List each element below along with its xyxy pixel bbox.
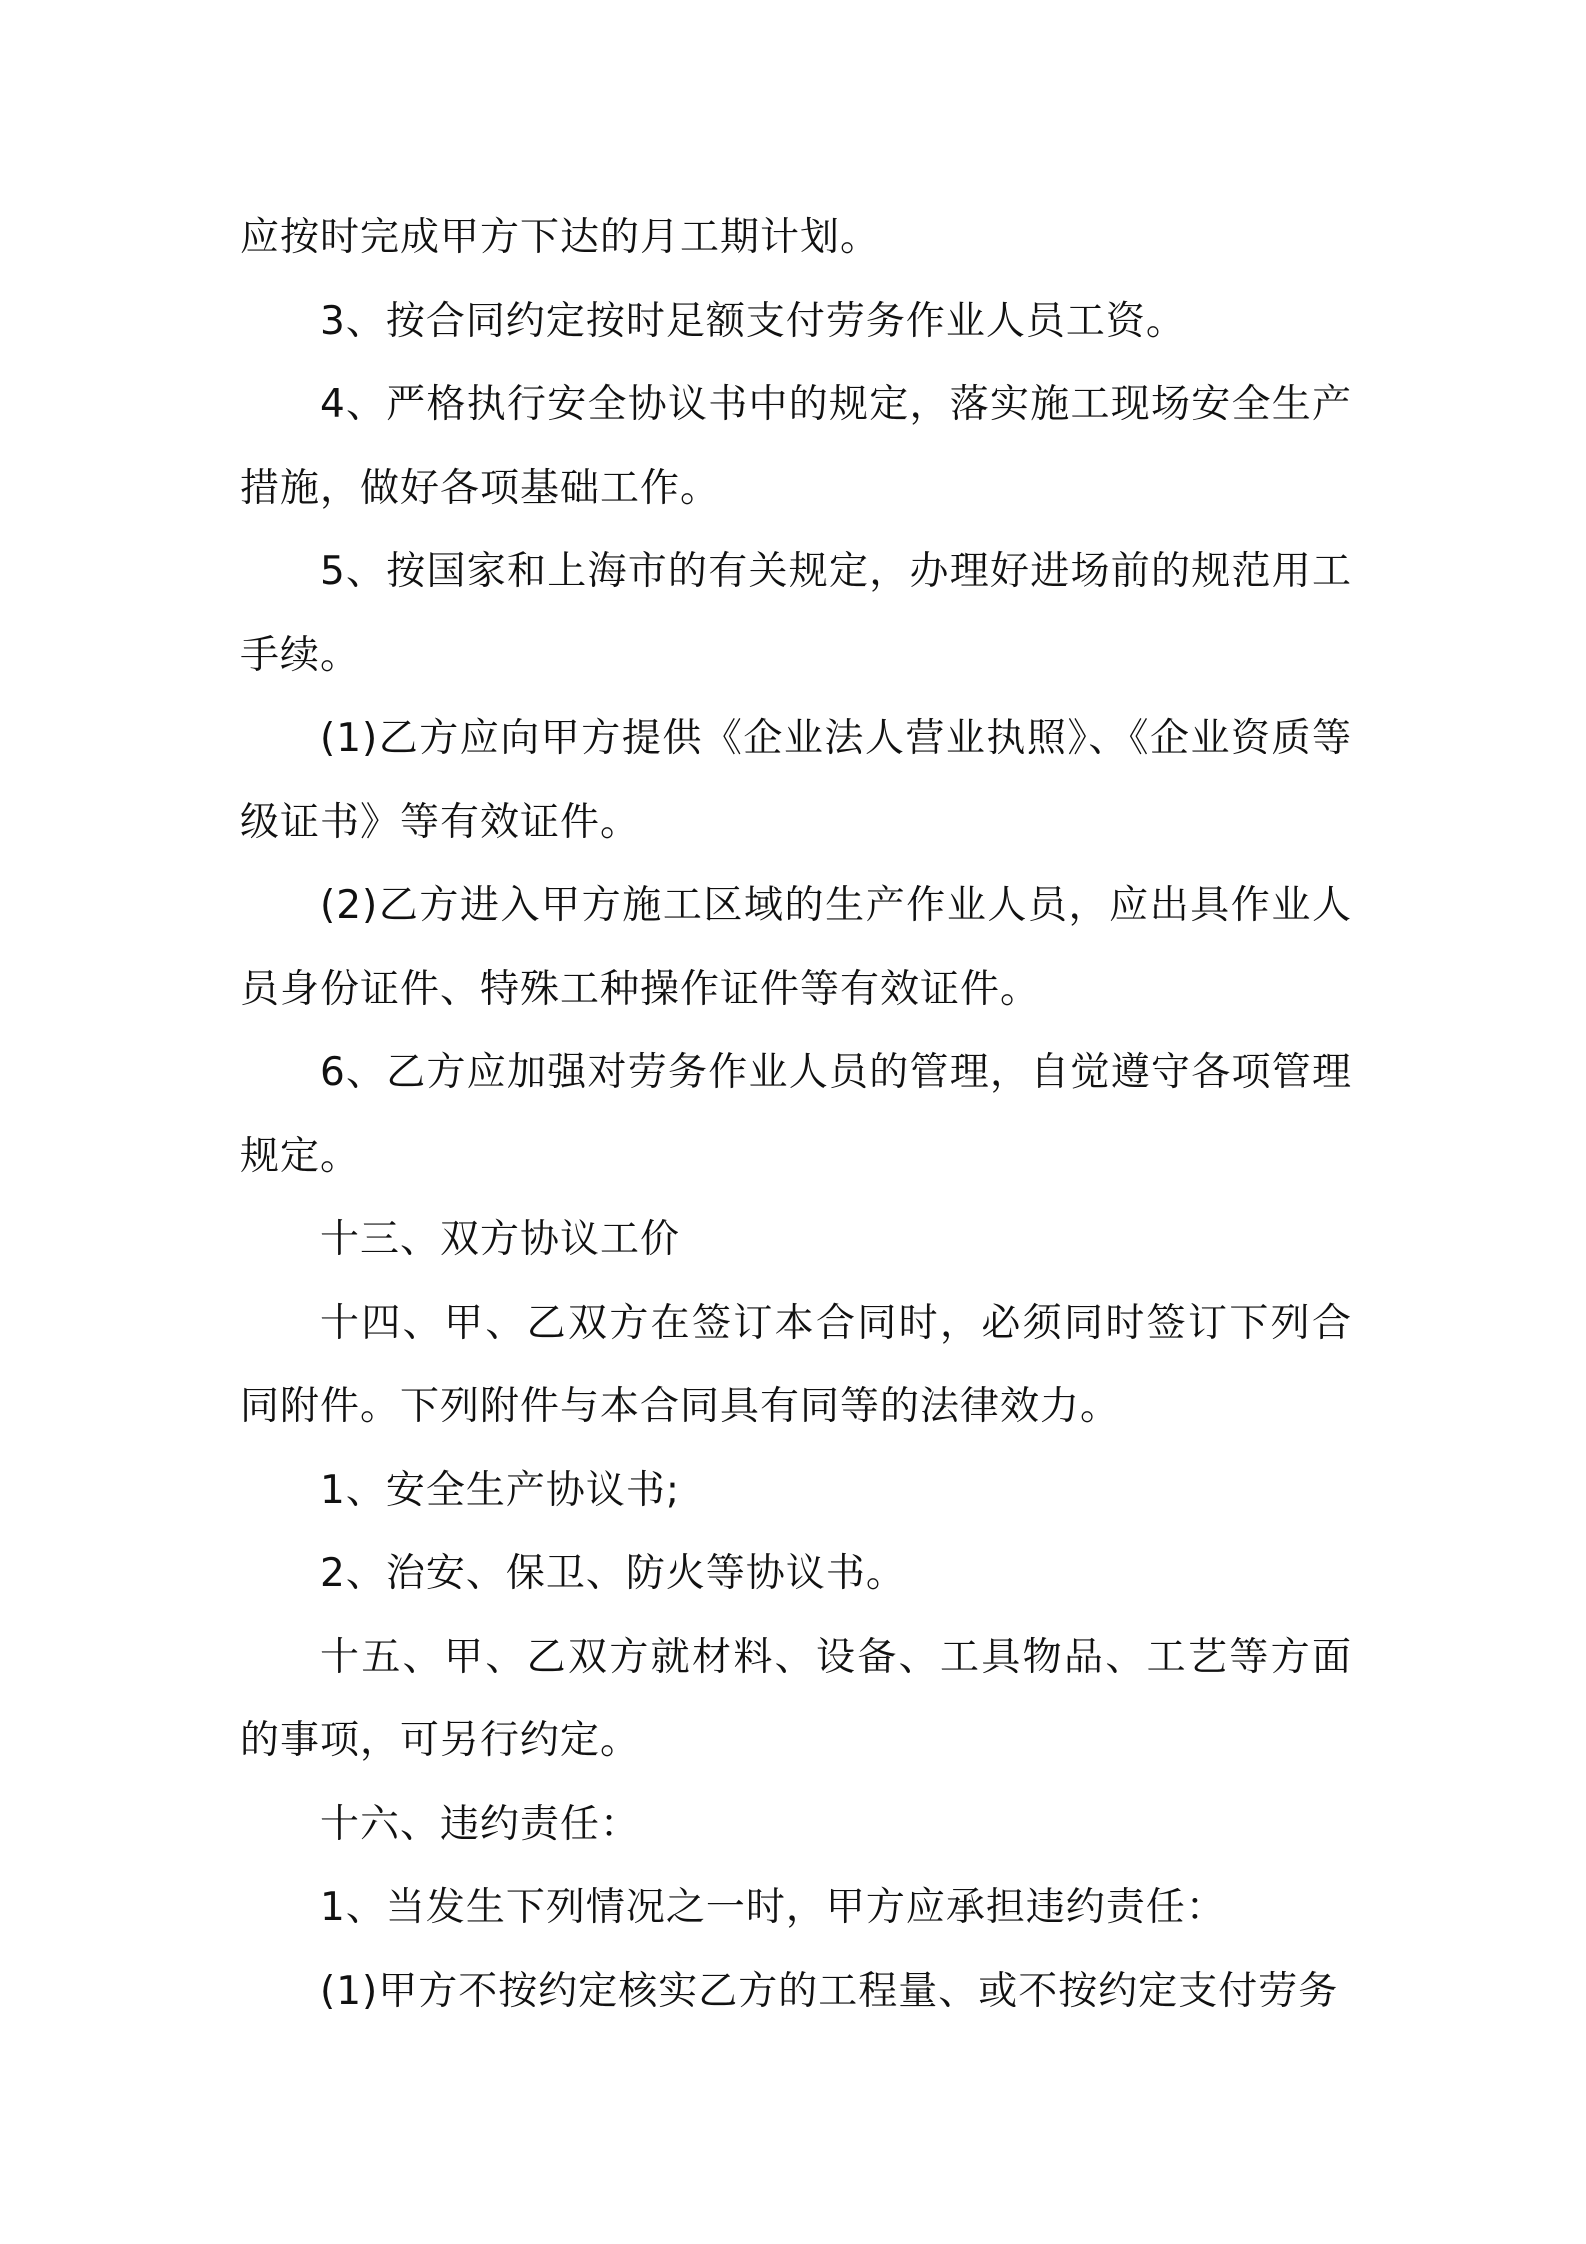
attachment-item-2: 2、治安、保卫、防火等协议书。 [320, 1551, 906, 1596]
section-heading-16: 十六、违约责任： [320, 1801, 641, 1847]
paragraph-5: (1)乙方应向甲方提供《企业法人营业执照》、《企业资质等级证书》等有效证件。 [240, 716, 1352, 845]
paragraph-1: 应按时完成甲方下达的月工期计划。 [240, 215, 881, 260]
document-body [240, 196, 1352, 2033]
paragraph-7: 6、乙方应加强对劳务作业人员的管理，自觉遵守各项管理规定。 [240, 1050, 1352, 1179]
section-heading-13: 十三、双方协议工价 [320, 1217, 681, 1262]
paragraph-4: 5、按国家和上海市的有关规定，办理好进场前的规范用工手续。 [240, 549, 1352, 678]
paragraph-6: (2)乙方进入甲方施工区域的生产作业人员，应出具作业人员身份证件、特殊工种操作证件等有效证件。 [240, 883, 1352, 1012]
section-heading-14: 十四、甲、乙双方在签订本合同时，必须同时签订下列合同附件。下列附件与本合同具有同等的法律效力。 [240, 1300, 1352, 1429]
attachment-item-1: 1、安全生产协议书; [320, 1467, 680, 1513]
paragraph-3: 4、严格执行安全协议书中的规定，落实施工现场安全生产措施，做好各项基础工作。 [240, 382, 1352, 511]
section-heading-15: 十五、甲、乙双方就材料、设备、工具物品、工艺等方面的事项，可另行约定。 [240, 1634, 1352, 1763]
liability-subitem-1: (1)甲方不按约定核实乙方的工程量、或不按约定支付劳务 [320, 1968, 1339, 2014]
liability-item-1: 1、当发生下列情况之一时，甲方应承担违约责任： [320, 1885, 1226, 1930]
paragraph-2: 3、按合同约定按时足额支付劳务作业人员工资。 [320, 298, 1186, 344]
